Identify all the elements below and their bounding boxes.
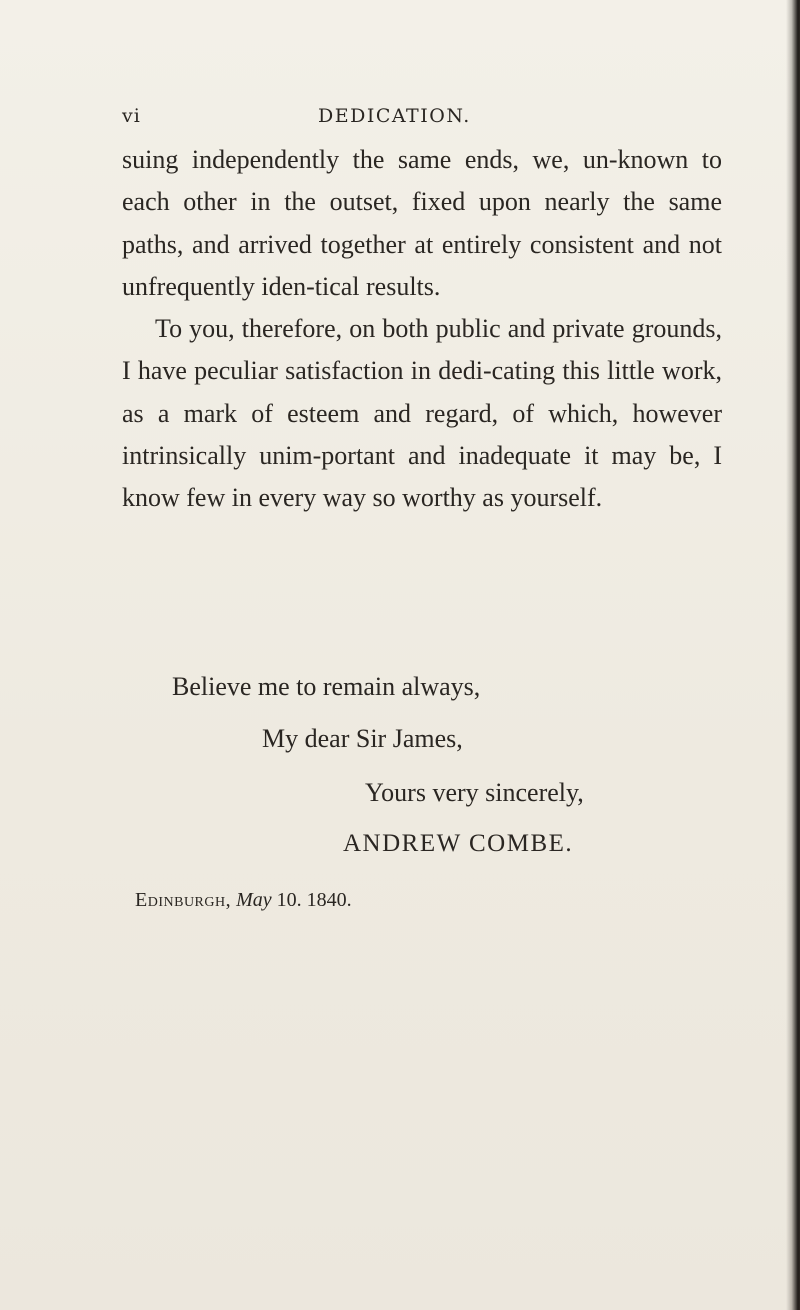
place-date-line bbox=[135, 889, 352, 912]
page-number: vi bbox=[122, 105, 141, 127]
page-edge-shadow bbox=[786, 0, 800, 1310]
paragraph-continuation: suing independently the same ends, we, un-known to each other in the outset, fixed upon nearly the same paths, and arrived together at entirely consistent and not unfrequently iden-tical results. bbox=[122, 145, 722, 301]
page-header bbox=[122, 105, 722, 135]
paragraph-dedication: To you, therefore, on both public and private grounds, I have peculiar satisfaction in dedi-cating this little work, as a mark of esteem and regard, of which, however intrinsically unim-portant and inadequate it may be, I know few in every way so worthy as yourself. bbox=[122, 314, 722, 513]
month-name: May bbox=[236, 889, 272, 911]
running-head: DEDICATION. bbox=[318, 105, 471, 127]
dedication-body bbox=[122, 139, 722, 520]
closing-salutation: My dear Sir James, bbox=[262, 724, 463, 753]
author-signature: ANDREW COMBE. bbox=[343, 830, 574, 857]
closing-valediction: Yours very sincerely, bbox=[365, 778, 584, 807]
closing-line-1: Believe me to remain always, bbox=[172, 672, 481, 701]
place-name: Edinburgh, bbox=[135, 889, 232, 911]
date-text: 10. 1840. bbox=[276, 889, 352, 911]
